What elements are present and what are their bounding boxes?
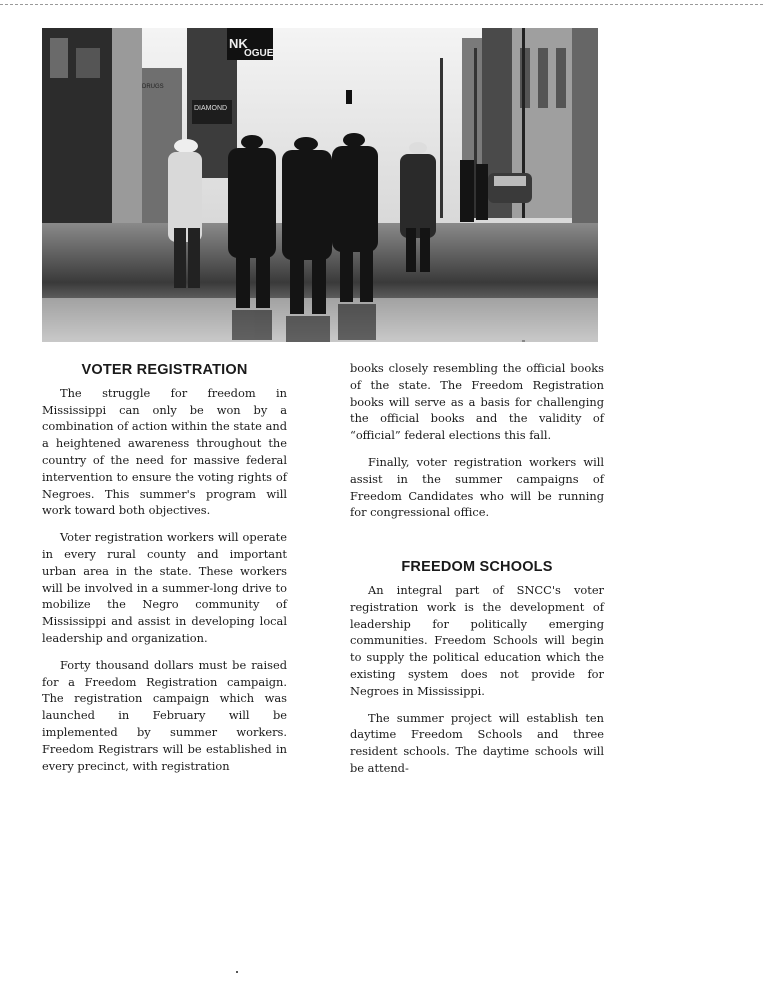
freedom-schools-paragraph: An integral part of SNCC's voter registration work is the development of leadership for politically emerging communities. Freedom Schools will begin to supply the political education which the existing system does not provide for Negroes in Mississippi. — [350, 582, 604, 698]
right-column — [350, 360, 604, 787]
voter-registration-heading: VOTER REGISTRATION — [81, 362, 248, 378]
freedom-schools-heading: FREEDOM SCHOOLS — [401, 559, 553, 576]
left-column — [42, 360, 287, 784]
page-top-rule — [0, 4, 763, 5]
freedom-schools-paragraph: The summer project will establish ten daytime Freedom Schools and three resident schools. The daytime schools will be attend- — [350, 710, 604, 775]
voter-registration-paragraph: Voter registration workers will operate in every rural county and important urban area in the state. These workers will be involved in a summer-long drive to mobilize the Negro community of Mississippi and assist in developing local leadership and organization. — [42, 530, 287, 645]
scan-speck — [236, 971, 238, 973]
sign-text-vogue: OGUE — [244, 48, 274, 59]
sign-text-drugs: DRUGS — [142, 84, 164, 90]
voter-registration-paragraph: The struggle for freedom in Mississippi can only be won by a combination of action within the state and a heightened awareness throughout the country of the need for massive federal intervention to ensure the voting rights of Negroes. This summer's program will work toward both objectives. — [42, 385, 287, 518]
street-march-photo — [42, 28, 598, 342]
photo-illustration — [42, 28, 598, 342]
scan-speck — [522, 340, 525, 342]
voter-registration-paragraph: Forty thousand dollars must be raised for a Freedom Registration campaign. The registration campaign which was launched in February will be implemented by summer workers. Freedom Registrars will be established in every precinct, with registration — [42, 657, 287, 773]
sign-text-diamond: DIAMOND — [194, 105, 228, 112]
continued-paragraph: books closely resembling the official books of the state. The Freedom Registration books will serve as a basis for challenging the official books and the validity of “official” federal elections this fall. — [350, 361, 604, 443]
sign-text-nk: NK — [229, 36, 248, 51]
candidates-paragraph: Finally, voter registration workers will assist in the summer campaigns of Freedom Candidates who will be running for congressional office. — [350, 454, 604, 520]
